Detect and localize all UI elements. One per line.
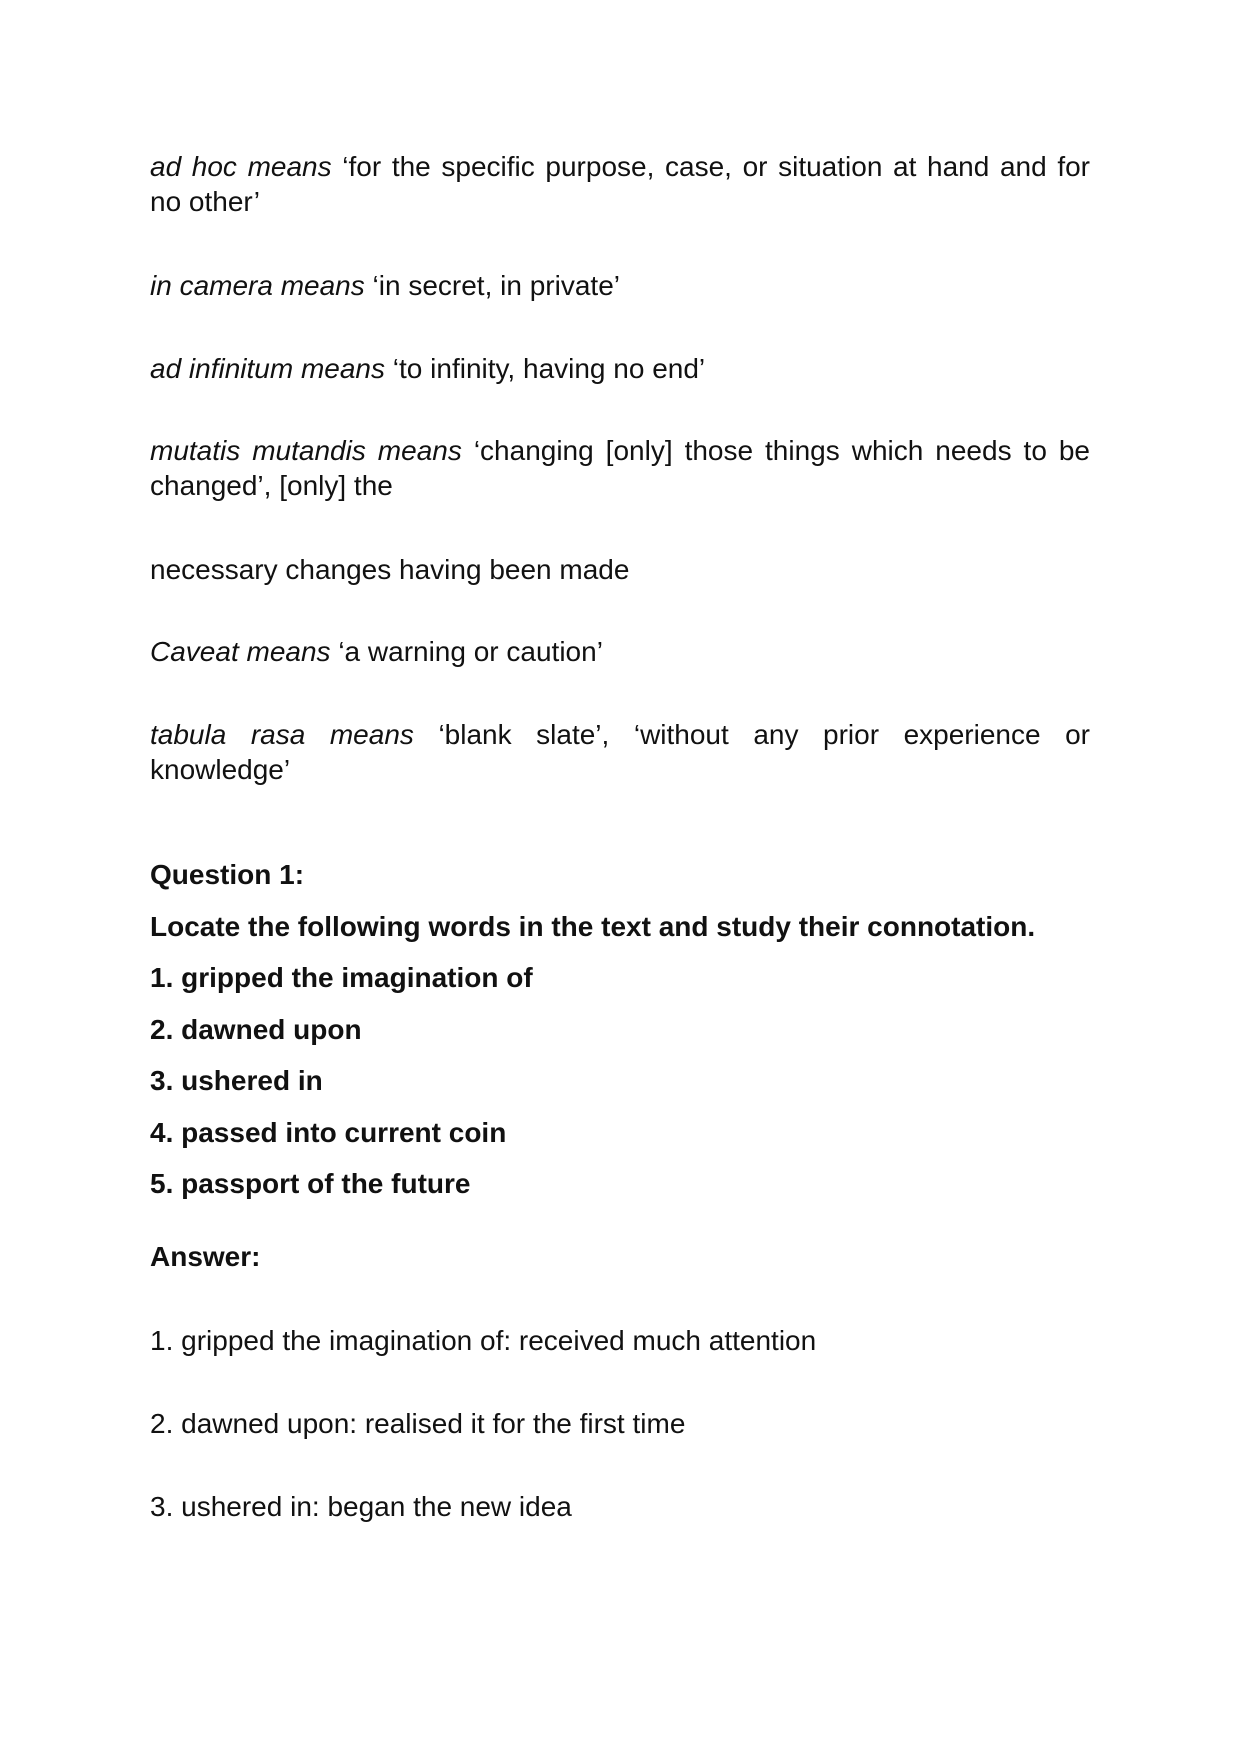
definition-meaning: ‘in secret, in private’	[372, 270, 620, 301]
definition-meaning: ‘a warning or caution’	[338, 636, 603, 667]
answer-item: 2. dawned upon: realised it for the first time	[150, 1408, 686, 1439]
question-item: 5. passport of the future	[150, 1168, 471, 1199]
definition-continuation: necessary changes having been made	[150, 554, 630, 585]
answer-heading: Answer:	[150, 1241, 261, 1272]
definition-term: in camera means	[150, 270, 365, 301]
definition-tabula-rasa	[150, 717, 1090, 787]
definition-ad-hoc	[150, 149, 1090, 219]
definition-meaning: ‘to infinity, having no end’	[392, 353, 706, 384]
question-instruction: Locate the following words in the text and study their connotation.	[150, 911, 1036, 942]
definition-in-camera	[150, 268, 1090, 303]
definition-term: tabula rasa means	[150, 719, 414, 750]
answer-item: 1. gripped the imagination of: received much attention	[150, 1325, 817, 1356]
question-item: 1. gripped the imagination of	[150, 962, 533, 993]
definition-term: mutatis mutandis means	[150, 435, 462, 466]
definition-term: ad hoc means	[150, 151, 332, 182]
question-item: 4. passed into current coin	[150, 1117, 507, 1148]
definition-ad-infinitum	[150, 351, 1090, 386]
definition-meaning: ‘changing [only] those things which needs to be changed’, [only] the	[150, 435, 1091, 501]
question-item: 2. dawned upon	[150, 1014, 362, 1045]
definition-caveat	[150, 634, 1090, 669]
definition-term: ad infinitum means	[150, 353, 386, 384]
question-item: 3. ushered in	[150, 1065, 323, 1096]
definition-meaning: ‘blank slate’, ‘without any prior experience or knowledge’	[150, 719, 1091, 785]
definition-term: Caveat means	[150, 636, 331, 667]
definition-mutatis-mutandis	[150, 433, 1090, 503]
question-heading: Question 1:	[150, 859, 305, 890]
answer-item: 3. ushered in: began the new idea	[150, 1491, 572, 1522]
definition-meaning: ‘for the specific purpose, case, or situation at hand and for no other’	[150, 151, 1091, 217]
